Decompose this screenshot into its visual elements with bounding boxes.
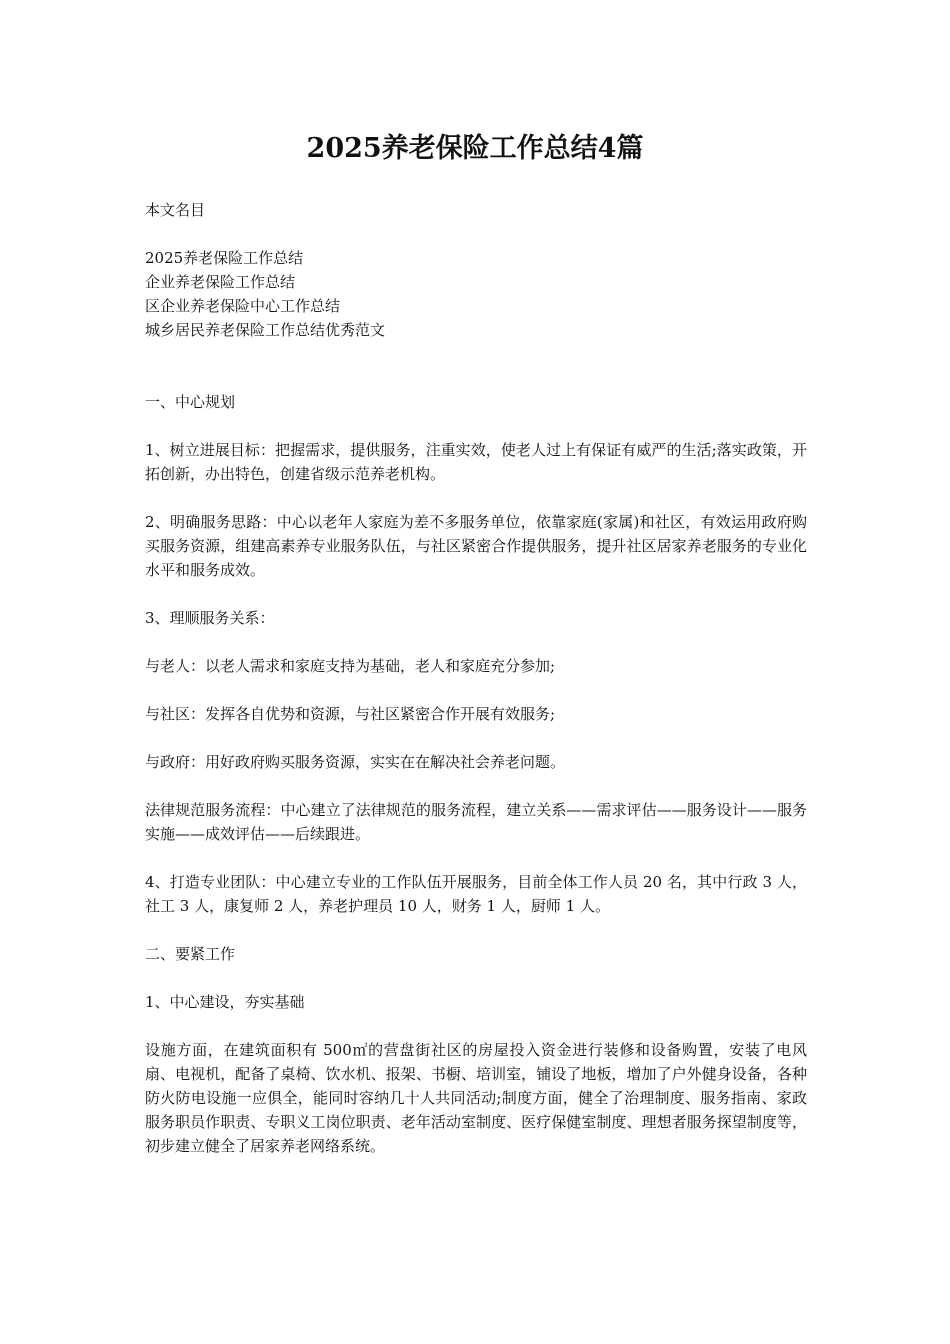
toc-item: 区企业养老保险中心工作总结 xyxy=(145,297,341,315)
body-paragraph: 4、打造专业团队：中心建立专业的工作队伍开展服务，目前全体工作人员 20 名，其中行政 3 人，社工 3 人，康复师 2 人，养老护理员 10 人，财务 1 人，厨师 1 人。 xyxy=(145,873,807,915)
body-paragraph: 与老人：以老人需求和家庭支持为基础，老人和家庭充分参加; xyxy=(145,657,556,675)
toc-list xyxy=(145,246,807,342)
document-title: 2025养老保险工作总结4篇 xyxy=(306,133,644,164)
body-paragraph: 与社区：发挥各自优势和资源，与社区紧密合作开展有效服务; xyxy=(145,705,556,723)
body-paragraph: 3、理顺服务关系： xyxy=(145,609,275,627)
body-paragraph: 1、树立进展目标：把握需求，提供服务，注重实效，使老人过上有保证有威严的生活;落实政策，开拓创新，办出特色，创建省级示范养老机构。 xyxy=(145,441,807,483)
document-body xyxy=(145,198,807,1158)
body-paragraph: 法律规范服务流程：中心建立了法律规范的服务流程，建立关系——需求评估——服务设计——服务实施——成效评估——后续跟进。 xyxy=(145,801,807,843)
body-paragraph: 2、明确服务思路：中心以老年人家庭为差不多服务单位，依靠家庭(家属)和社区，有效运用政府购买服务资源，组建高素养专业服务队伍，与社区紧密合作提供服务，提升社区居家养老服务的专业化水平和服务成效。 xyxy=(145,513,807,579)
toc-item: 城乡居民养老保险工作总结优秀范文 xyxy=(145,321,386,339)
section-heading: 一、中心规划 xyxy=(145,393,236,411)
toc-item: 2025养老保险工作总结 xyxy=(145,249,304,267)
toc-item: 企业养老保险工作总结 xyxy=(145,273,296,291)
subsection-heading: 1、中心建设，夯实基础 xyxy=(145,993,305,1011)
body-paragraph: 设施方面，在建筑面积有 500㎡的营盘街社区的房屋投入资金进行装修和设备购置，安装了电风扇、电视机，配备了桌椅、饮水机、报架、书橱、培训室，铺设了地板，增加了户外健身设备，各种防火防电设施一应俱全，能同时容纳几十人共同活动;制度方面，健全了治理制度、服务指南、家政服务职员作职责、专职义工岗位职责、老年活动室制度、医疗保健室制度、理想者服务探望制度等，初步建立健全了居家养老网络系统。 xyxy=(145,1041,807,1155)
toc-heading: 本文名目 xyxy=(145,201,206,219)
body-paragraph: 与政府：用好政府购买服务资源，实实在在解决社会养老问题。 xyxy=(145,753,566,771)
section-heading: 二、要紧工作 xyxy=(145,945,236,963)
